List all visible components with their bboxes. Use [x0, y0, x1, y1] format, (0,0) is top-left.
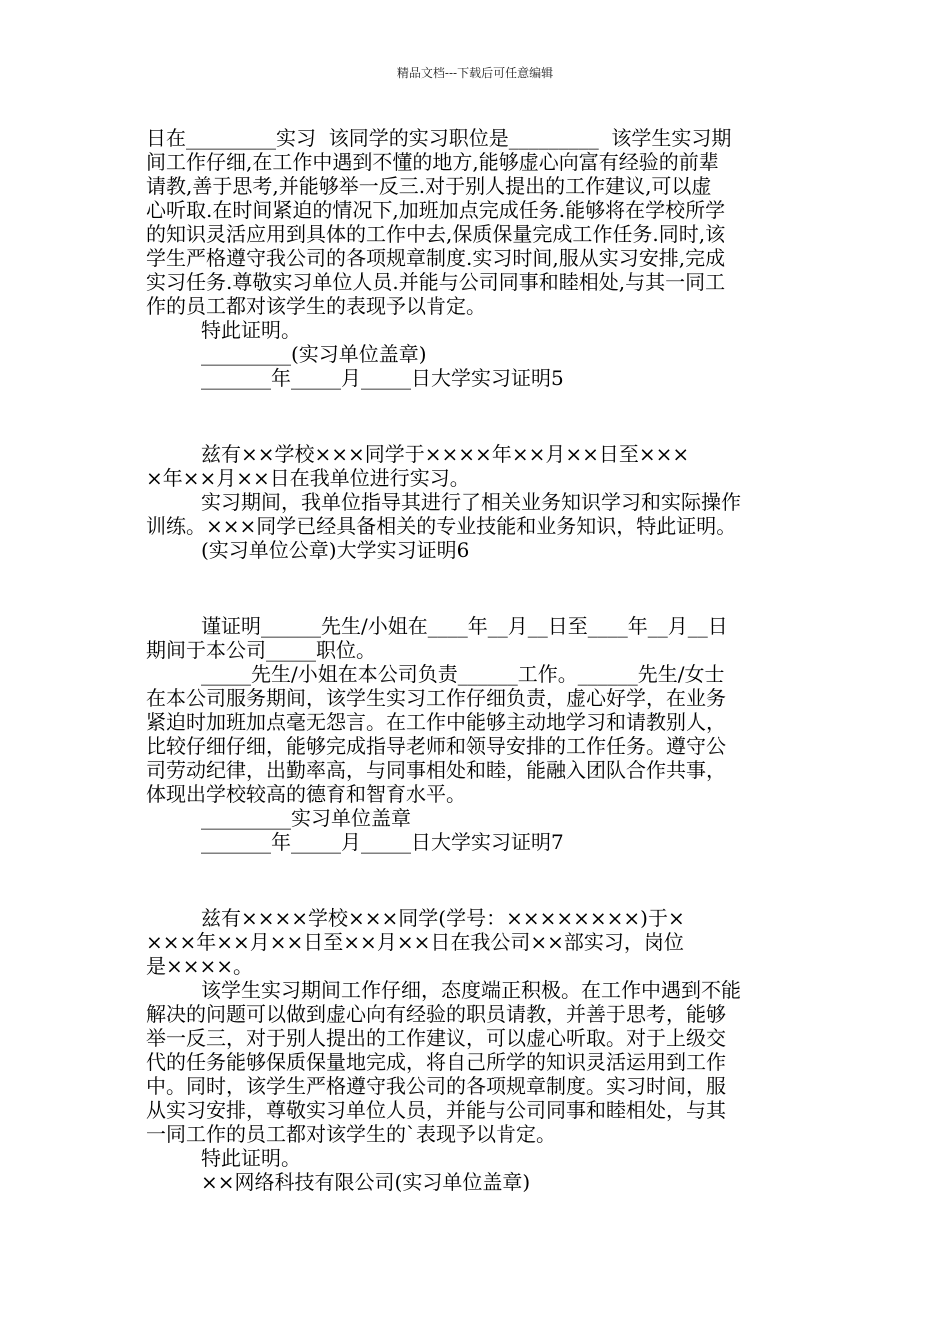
text-line: 的知识灵活应用到具体的工作中去,保质保量完成工作任务.同时,该 [146, 222, 726, 246]
text-line: 举一反三，对于别人提出的工作建议，可以虚心听取。对于上级交 [146, 1026, 726, 1050]
text-line: 在本公司服务期间，该学生实习工作仔细负责，虚心好学，在业务 [146, 686, 726, 710]
text-line: 一同工作的员工都对该学生的`表现予以肯定。 [146, 1122, 556, 1146]
text-line: 体现出学校较高的德育和智育水平。 [146, 782, 466, 806]
text-line: 解决的问题可以做到虚心向有经验的职员请教，并善于思考，能够 [146, 1002, 726, 1026]
text-line: 兹有××××学校×××同学(学号：××××××××)于× [201, 906, 685, 930]
text-line: ×年××月××日在我单位进行实习。 [146, 466, 470, 490]
text-line: _______年_____月_____日大学实习证明7 [201, 830, 564, 854]
text-line: 紧迫时加班加点毫无怨言。在工作中能够主动地学习和请教别人， [146, 710, 726, 734]
text-line: 谨证明______先生/小姐在____年__月__日至____年__月__日 [201, 614, 728, 638]
text-line: _____先生/小姐在本公司负责______工作。______先生/女士 [201, 662, 725, 686]
text-line: 兹有××学校×××同学于××××年××月××日至××× [201, 442, 690, 466]
text-line: 特此证明。 [201, 1146, 301, 1170]
text-line: 实习期间，我单位指导其进行了相关业务知识学习和实际操作 [201, 490, 741, 514]
text-line: 作的员工都对该学生的表现予以肯定。 [146, 294, 486, 318]
text-line: 比较仔细仔细，能够完成指导老师和领导安排的工作任务。遵守公 [146, 734, 726, 758]
text-line: _________实习单位盖章 [201, 806, 411, 830]
text-line: 心听取.在时间紧迫的情况下,加班加点完成任务.能够将在学校所学 [146, 198, 726, 222]
text-line: 实习任务.尊敬实习单位人员.并能与公司同事和睦相处,与其一同工 [146, 270, 726, 294]
text-line: 请教,善于思考,并能够举一反三.对于别人提出的工作建议,可以虚 [146, 174, 712, 198]
page-header: 精品文档---下载后可任意编辑 [396, 66, 554, 80]
text-line: 中。同时，该学生严格遵守我公司的各项规章制度。实习时间，服 [146, 1074, 726, 1098]
text-line: 日在_________实习 该同学的实习职位是_________ 该学生实习期 [146, 126, 732, 150]
text-line: 学生严格遵守我公司的各项规章制度.实习时间,服从实习安排,完成 [146, 246, 726, 270]
text-line: _________(实习单位盖章) [201, 342, 427, 366]
text-line: _______年_____月_____日大学实习证明5 [201, 366, 564, 390]
text-line: 该学生实习期间工作仔细，态度端正积极。在工作中遇到不能 [201, 978, 741, 1002]
text-line: 间工作仔细,在工作中遇到不懂的地方,能够虚心向富有经验的前辈 [146, 150, 719, 174]
text-line: ××网络科技有限公司(实习单位盖章) [201, 1170, 531, 1194]
text-line: 司劳动纪律，出勤率高，与同事相处和睦，能融入团队合作共事， [146, 758, 726, 782]
text-line: 从实习安排，尊敬实习单位人员，并能与公司同事和睦相处，与其 [146, 1098, 726, 1122]
text-line: 是××××。 [146, 954, 254, 978]
text-line: 期间于本公司_____职位。 [146, 638, 376, 662]
text-line: 训练。×××同学已经具备相关的专业技能和业务知识，特此证明。 [146, 514, 737, 538]
text-line: 代的任务能够保质保量地完成，将自己所学的知识灵活运用到工作 [146, 1050, 726, 1074]
text-line: 特此证明。 [201, 318, 301, 342]
text-line: ×××年××月××日至××月××日在我公司××部实习，岗位 [146, 930, 684, 954]
text-line: (实习单位公章)大学实习证明6 [201, 538, 470, 562]
